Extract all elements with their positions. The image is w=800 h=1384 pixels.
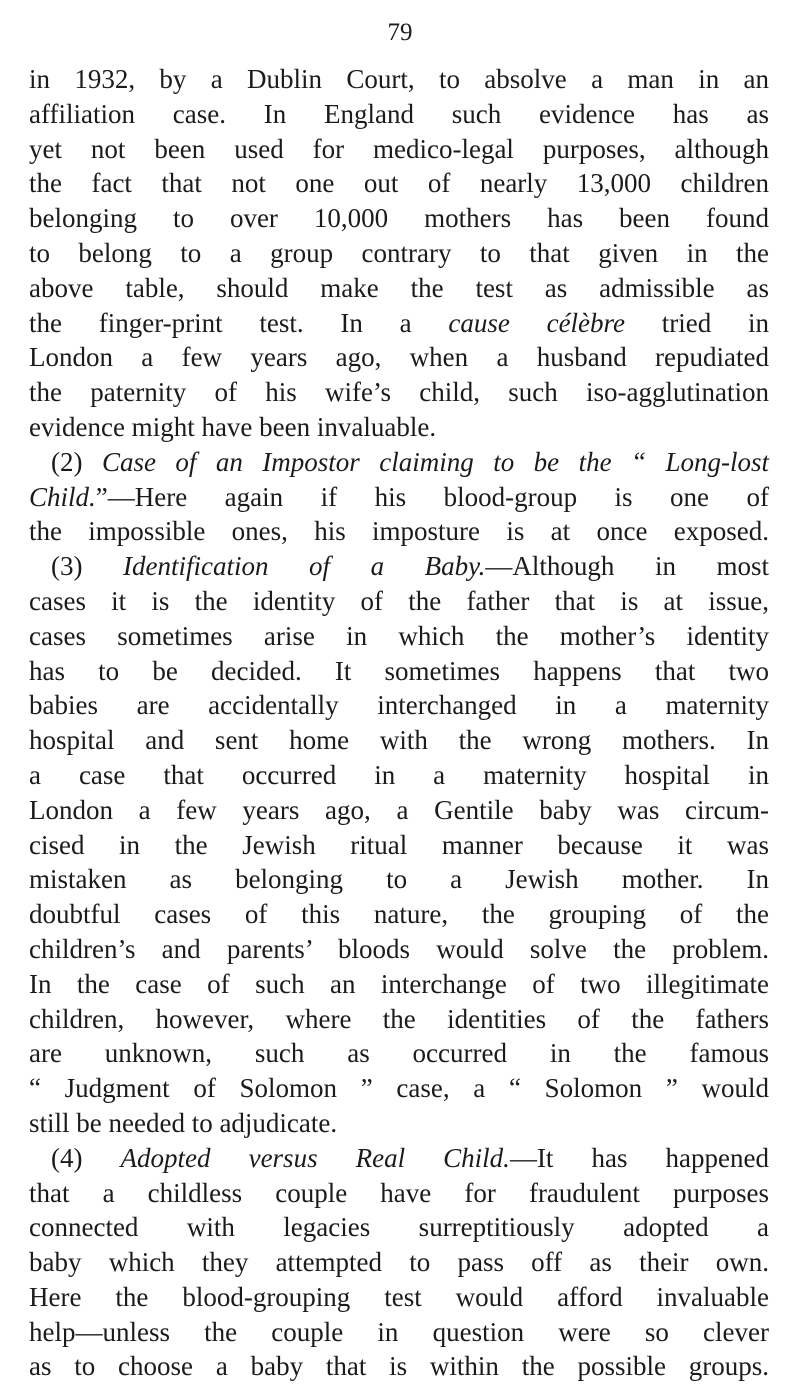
text-line xyxy=(29,584,769,619)
text-line xyxy=(29,549,769,584)
text-line xyxy=(29,375,769,410)
text-line xyxy=(29,445,769,480)
text-line xyxy=(29,201,769,236)
text-run: —Although in most xyxy=(485,551,769,582)
italic-text: Case of an Impostor claiming to be the “ Long-lost xyxy=(101,446,770,477)
text-run: the finger-print test. In a xyxy=(29,307,449,338)
text-run: has to be decided. It sometimes happens that two xyxy=(29,655,769,686)
text-run: London a few years ago, a Gentile baby was circum- xyxy=(29,794,769,825)
italic-text: cause célèbre xyxy=(448,307,626,338)
text-run: yet not been used for medico-legal purposes, although xyxy=(29,133,769,164)
text-run: are unknown, such as occurred in the famous xyxy=(29,1038,769,1069)
italic-text: Identification of a Baby. xyxy=(123,551,486,582)
italic-text: Child. xyxy=(29,481,96,512)
page-number: 79 xyxy=(387,19,413,46)
italic-text: Adopted versus Real Child. xyxy=(120,1142,510,1173)
text-line xyxy=(29,1315,769,1350)
text-run: the fact that not one out of nearly 13,000 children xyxy=(29,168,769,199)
text-line xyxy=(29,166,769,201)
text-run: babies are accidentally interchanged in a maternity xyxy=(29,690,769,721)
text-line xyxy=(29,654,769,689)
text-run: that a childless couple have for fraudulent purposes xyxy=(29,1177,769,1208)
text-line xyxy=(29,932,769,967)
text-run: tried in xyxy=(625,307,770,338)
text-line xyxy=(29,1036,769,1071)
text-run: (3) xyxy=(51,551,124,582)
text-line xyxy=(29,793,769,828)
text-run: Here the blood-grouping test would afford invaluable xyxy=(29,1281,769,1312)
text-line xyxy=(29,62,769,97)
text-line xyxy=(29,828,769,863)
text-run: In the case of such an interchange of two illegitimate xyxy=(29,968,769,999)
text-line xyxy=(29,1141,769,1176)
text-run: mistaken as belonging to a Jewish mother. In xyxy=(29,864,769,895)
text-run: still be needed to adjudicate. xyxy=(29,1107,338,1138)
text-run: the impossible ones, his imposture is at once exposed. xyxy=(29,516,769,547)
text-line xyxy=(29,897,769,932)
text-line xyxy=(29,132,769,167)
text-line xyxy=(29,410,769,445)
text-line xyxy=(29,1210,769,1245)
text-run: belonging to over 10,000 mothers has been found xyxy=(29,203,769,234)
text-line xyxy=(29,862,769,897)
text-run: affiliation case. In England such evidence has as xyxy=(29,98,769,129)
text-line xyxy=(29,271,769,306)
text-line xyxy=(29,1071,769,1106)
text-run: above table, should make the test as admissible as xyxy=(29,272,769,303)
text-line xyxy=(29,1106,769,1141)
text-run: the paternity of his wife’s child, such iso-agglutination xyxy=(29,377,769,408)
text-line xyxy=(29,340,769,375)
text-run: —It has happened xyxy=(509,1142,769,1173)
text-line xyxy=(29,1002,769,1037)
text-line xyxy=(29,967,769,1002)
text-line xyxy=(29,480,769,515)
text-run: cases sometimes arise in which the mother’s identity xyxy=(29,620,769,651)
text-run: London a few years ago, when a husband repudiated xyxy=(29,342,769,373)
text-run: to belong to a group contrary to that given in the xyxy=(29,237,769,268)
text-line xyxy=(29,306,769,341)
text-line xyxy=(29,1245,769,1280)
text-line xyxy=(29,236,769,271)
text-run: children’s and parents’ bloods would solve the problem. xyxy=(29,933,769,964)
text-run: help—unless the couple in question were so clever xyxy=(29,1316,769,1347)
text-run: in 1932, by a Dublin Court, to absolve a man in an xyxy=(29,64,769,94)
text-line xyxy=(29,758,769,793)
text-run: (4) xyxy=(51,1142,121,1173)
text-run: “ Judgment of Solomon ” case, a “ Solomon ” would xyxy=(29,1073,769,1104)
text-run: children, however, where the identities of the fathers xyxy=(29,1003,769,1034)
body-text xyxy=(29,62,769,1384)
text-line xyxy=(29,1280,769,1315)
text-run: hospital and sent home with the wrong mothers. In xyxy=(29,725,769,756)
text-run: ”—Here again if his blood-group is one of xyxy=(95,481,769,512)
text-line xyxy=(29,688,769,723)
text-line xyxy=(29,97,769,132)
text-line xyxy=(29,619,769,654)
text-run: a case that occurred in a maternity hospital in xyxy=(29,759,769,790)
text-run: evidence might have been invaluable. xyxy=(29,411,437,442)
text-run: baby which they attempted to pass off as their own. xyxy=(29,1247,769,1278)
text-line xyxy=(29,723,769,758)
text-run: cases it is the identity of the father that is at issue, xyxy=(29,585,769,616)
text-line xyxy=(29,1176,769,1211)
text-line xyxy=(29,514,769,549)
text-run: (2) xyxy=(51,446,102,477)
text-run: doubtful cases of this nature, the grouping of the xyxy=(29,899,769,930)
text-line xyxy=(29,1349,769,1384)
text-run: as to choose a baby that is within the possible groups. xyxy=(29,1351,769,1382)
text-run: cised in the Jewish ritual manner because it was xyxy=(29,829,769,860)
text-run: connected with legacies surreptitiously adopted a xyxy=(29,1212,769,1243)
